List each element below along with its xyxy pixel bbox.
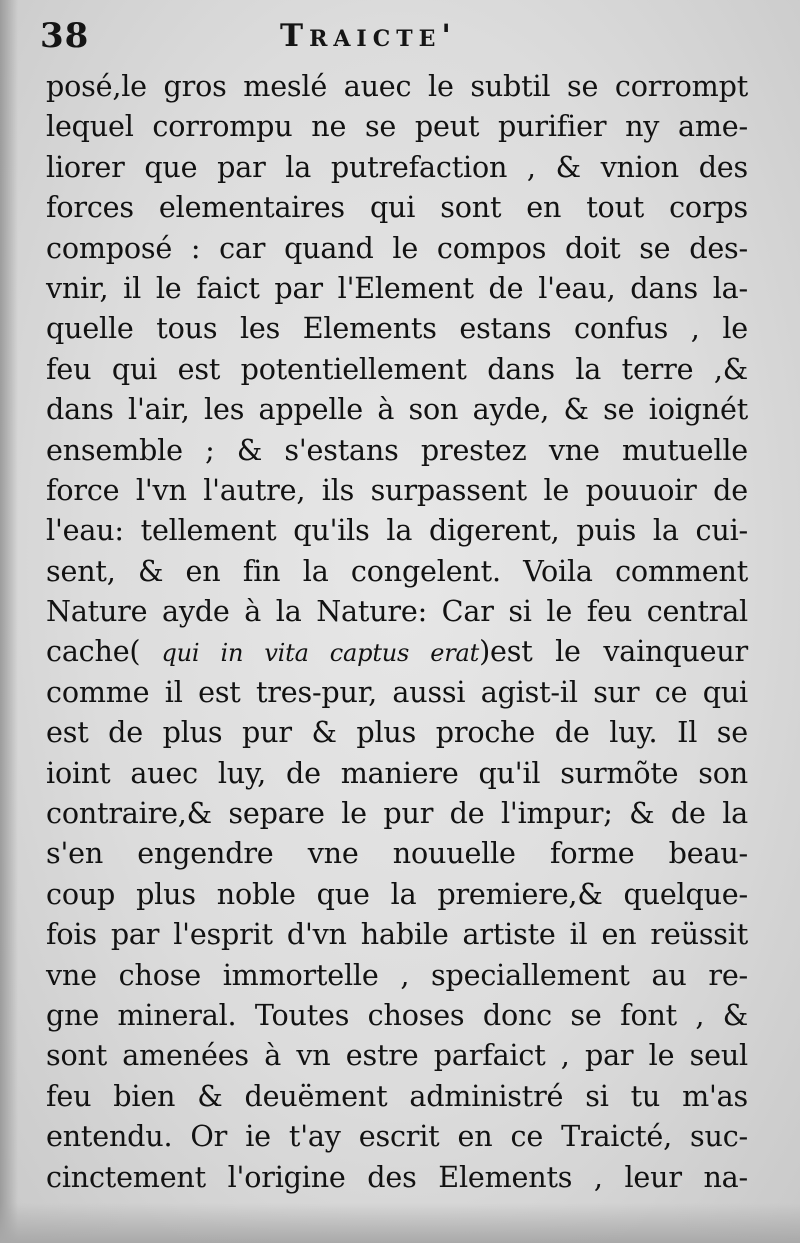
text-line: sent, & en fin la congelent. Voila comment (46, 553, 748, 588)
text-segment: )est le vainqueur (479, 634, 748, 669)
text-line: comme il est tres-pur, aussi agist-il sur ce qui (46, 674, 748, 709)
text-line: vnir, il le faict par l'Element de l'eau, dans la- (46, 270, 748, 305)
body-text (46, 66, 748, 1197)
text-line: dans l'air, les appelle à son ayde, & se ioignét (46, 392, 748, 427)
page-shadow-bottom (0, 1203, 800, 1243)
text-line: entendu. Or ie t'ay escrit en ce Traicté, suc- (46, 1119, 748, 1154)
text-line: cinctement l'origine des Elements , leur na- (46, 1159, 748, 1194)
text-line: force l'vn l'autre, ils surpassent le pouuoir de (46, 472, 748, 507)
text-line: posé,le gros meslé auec le subtil se corrompt (46, 69, 748, 103)
text-line: composé : car quand le compos doit se des- (46, 230, 748, 265)
text-line: feu bien & deuëment administré si tu m'as (46, 1078, 748, 1113)
text-line: Nature ayde à la Nature: Car si le feu central (46, 594, 748, 629)
text-line: liorer que par la putrefaction , & vnion des (46, 149, 748, 184)
page-shadow-left (0, 0, 18, 1243)
page-number: 38 (40, 16, 90, 56)
text-line: est de plus pur & plus proche de luy. Il se (46, 715, 748, 750)
text-line: forces elementaires qui sont en tout corps (46, 190, 748, 225)
text-line: quelle tous les Elements estans confus , le (46, 311, 748, 346)
text-line: coup plus noble que la premiere,& quelque- (46, 876, 748, 911)
text-line: sont amenées à vn estre parfaict , par le seul (46, 1038, 748, 1073)
running-title: Traicte' (280, 18, 457, 54)
text-segment: cache( (46, 634, 141, 669)
text-line: vne chose immortelle , speciallement au re- (46, 957, 748, 992)
text-line: ensemble ; & s'estans prestez vne mutuelle (46, 432, 748, 467)
text-line: fois par l'esprit d'vn habile artiste il en reüssit (46, 917, 748, 952)
latin-italic-phrase: qui in vita captus erat (140, 639, 480, 668)
text-line: feu qui est potentiellement dans la terre ,& (46, 351, 748, 386)
page-header (40, 14, 760, 60)
text-line-with-latin (46, 631, 748, 671)
text-line: gne mineral. Toutes choses donc se font , & (46, 997, 748, 1032)
text-line: s'en engendre vne nouuelle forme beau- (46, 836, 748, 871)
text-line: contraire,& separe le pur de l'impur; & de la (46, 796, 748, 831)
text-line: ioint auec luy, de maniere qu'il surmõte son (46, 755, 748, 790)
text-line: l'eau: tellement qu'ils la digerent, puis la cui- (46, 513, 748, 548)
text-line: lequel corrompu ne se peut purifier ny ame- (46, 109, 748, 144)
